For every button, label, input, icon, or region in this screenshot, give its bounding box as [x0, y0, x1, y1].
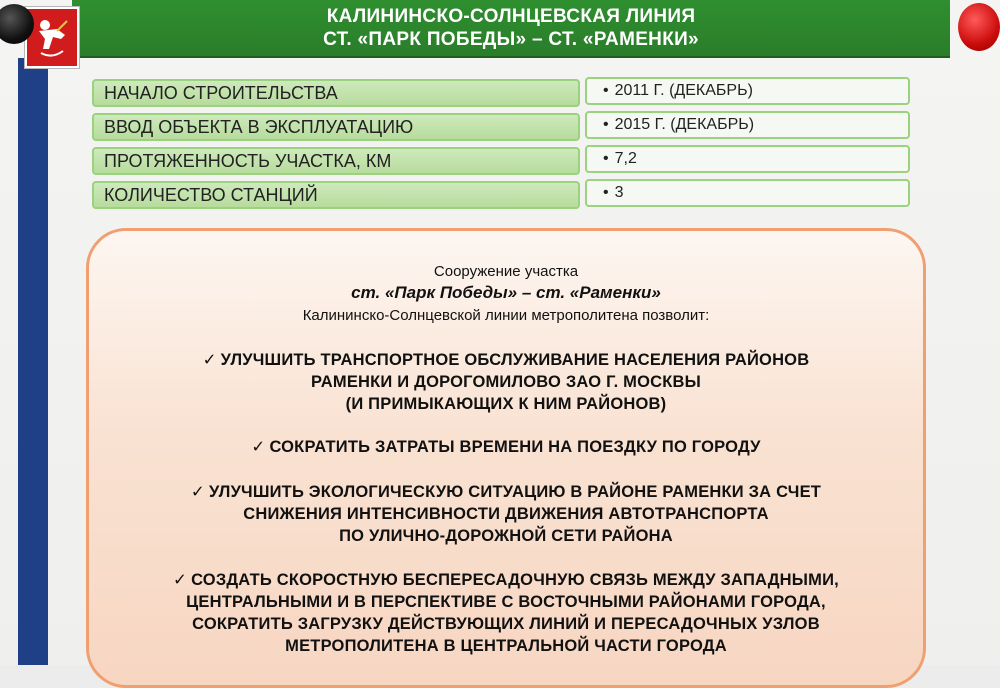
- moscow-coat-of-arms-icon: [25, 7, 79, 68]
- row-value-start: • 2011 Г. (ДЕКАБРЬ): [585, 77, 910, 105]
- header-banner: [72, 0, 950, 58]
- benefit-item-1: ✓ УЛУЧШИТЬ ТРАНСПОРТНОЕ ОБСЛУЖИВАНИЕ НАСЕЛЕНИЯ РАЙОНОВ РАМЕНКИ И ДОРОГОМИЛОВО ЗАО Г. МОСКВЫ (И ПРИМЫКАЮЩИХ К НИМ РАЙОНОВ): [202, 351, 810, 413]
- benefit-item-3: ✓ УЛУЧШИТЬ ЭКОЛОГИЧЕСКУЮ СИТУАЦИЮ В РАЙОНЕ РАМЕНКИ ЗА СЧЕТ СНИЖЕНИЯ ИНТЕНСИВНОСТИ ДВИЖЕНИЯ АВТОТРАНСПОРТА ПО УЛИЧНО-ДОРОЖНОЙ СЕТИ РАЙОНА: [190, 483, 822, 545]
- header-line-1: КАЛИНИНСКО-СОЛНЦЕВСКАЯ ЛИНИЯ: [326, 6, 696, 27]
- benefit-item-4: ✓ СОЗДАТЬ СКОРОСТНУЮ БЕСПЕРЕСАДОЧНУЮ СВЯЗЬ МЕЖДУ ЗАПАДНЫМИ, ЦЕНТРАЛЬНЫМИ И В ПЕРСПЕКТИВЕ С ВОСТОЧНЫМИ РАЙОНАМИ ГОРОДА, СОКРАТИТЬ ЗАГРУЗКУ ДЕЙСТВУЮЩИХ ЛИНИЙ И ПЕРЕСАДОЧНЫХ УЗЛОВ МЕТРОПОЛИТЕНА В ЦЕНТРАЛЬНОЙ ЧАСТИ ГОРОДА: [173, 571, 839, 655]
- header-line-2: СТ. «ПАРК ПОБЕДЫ» – СТ. «РАМЕНКИ»: [323, 29, 699, 50]
- row-label-length: ПРОТЯЖЕННОСТЬ УЧАСТКА, КМ: [92, 147, 580, 175]
- left-blue-stripe: [18, 58, 48, 665]
- row-value-commissioning: • 2015 Г. (ДЕКАБРЬ): [585, 111, 910, 139]
- row-label-stations: КОЛИЧЕСТВО СТАНЦИЙ: [92, 181, 580, 209]
- section-title: ст. «Парк Победы» – ст. «Раменки»: [351, 283, 661, 302]
- check-icon: ✓: [251, 438, 266, 456]
- check-icon: ✓: [202, 351, 217, 369]
- row-label-commissioning: ВВОД ОБЪЕКТА В ЭКСПЛУАТАЦИЮ: [92, 113, 580, 141]
- red-magnet-icon: [958, 3, 1000, 51]
- check-icon: ✓: [190, 483, 205, 501]
- benefit-item-2: ✓ СОКРАТИТЬ ЗАТРАТЫ ВРЕМЕНИ НА ПОЕЗДКУ ПО ГОРОДУ: [251, 438, 761, 456]
- check-icon: ✓: [173, 571, 188, 589]
- intro-text: Сооружение участка: [433, 263, 579, 280]
- row-value-length: • 7,2: [585, 145, 910, 173]
- intro-subtext: Калининско-Солнцевской линии метрополитена позволит:: [302, 307, 710, 324]
- row-value-stations: • 3: [585, 179, 910, 207]
- row-label-start: НАЧАЛО СТРОИТЕЛЬСТВА: [92, 79, 580, 107]
- benefits-panel: [86, 228, 926, 688]
